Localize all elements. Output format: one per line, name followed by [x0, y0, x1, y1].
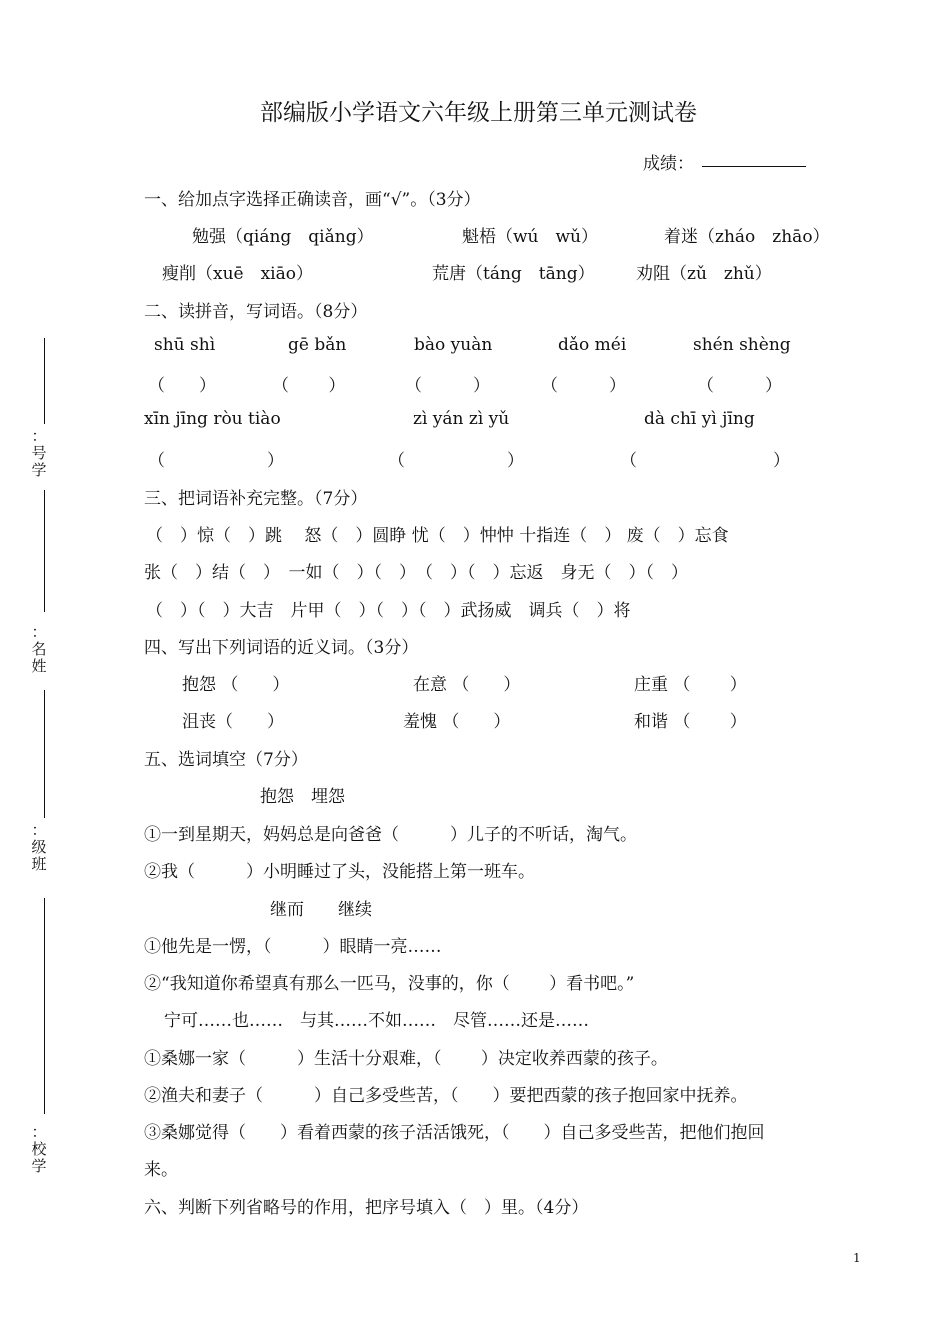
q1-heading: 一、给加点字选择正确读音，画“√”。（3分）	[144, 190, 481, 210]
word-choices: 继而 继续	[270, 900, 372, 920]
page-number: 1	[853, 1251, 861, 1265]
pinyin: zì yán zì yǔ	[413, 409, 510, 429]
q5-sentence[interactable]: ①他先是一愣，（ ）眼睛一亮……	[144, 937, 442, 957]
student-number-label: ：号学	[31, 427, 47, 479]
q5-sentence[interactable]: ②渔夫和妻子（ ）自己多受些苦，（ ）要把西蒙的孩子抱回家中抚养。	[144, 1086, 748, 1106]
q1-item: 勉强（qiáng qiǎng）	[192, 227, 374, 247]
pinyin: shū shì	[154, 335, 216, 355]
q4-item[interactable]: 庄重 （ ）	[634, 675, 747, 695]
score-label: 成绩：	[643, 154, 694, 174]
q5-sentence[interactable]: ①桑娜一家（ ）生活十分艰难，（ ）决定收养西蒙的孩子。	[144, 1049, 668, 1069]
answer-blank[interactable]: （ ）	[148, 451, 284, 471]
q4-item[interactable]: 沮丧（ ）	[182, 712, 284, 732]
answer-blank[interactable]: （ ）	[620, 451, 790, 471]
q1-item: 荒唐（táng tāng）	[432, 264, 595, 284]
q5-sentence[interactable]: ③桑娜觉得（ ）看着西蒙的孩子活活饿死，（ ）自己多受些苦，把他们抱回	[144, 1123, 765, 1143]
pinyin: xīn jīng ròu tiào	[144, 409, 281, 429]
pinyin: dǎo méi	[558, 335, 627, 355]
school-label: ：校学	[31, 1123, 47, 1175]
q1-item: 劝阻（zǔ zhǔ）	[636, 264, 772, 284]
page-title: 部编版小学语文六年级上册第三单元测试卷	[260, 100, 697, 126]
q4-item[interactable]: 和谐 （ ）	[634, 712, 747, 732]
q3-line[interactable]: （ ）（ ）大吉 片甲（ ）（ ）（ ）武扬威 调兵（ ）将	[146, 601, 631, 621]
q5-heading: 五、选词填空（7分）	[144, 750, 308, 770]
q2-heading: 二、读拼音，写词语。（8分）	[144, 302, 368, 322]
name-label: ：名姓	[31, 623, 47, 675]
binding-line-1	[44, 338, 45, 424]
q4-item[interactable]: 羞愧 （ ）	[403, 712, 511, 732]
answer-blank[interactable]: （ ）	[148, 376, 216, 396]
q5-sentence[interactable]: ②我（ ）小明睡过了头，没能搭上第一班车。	[144, 862, 535, 882]
binding-line-4	[44, 898, 45, 1114]
pinyin: bào yuàn	[414, 335, 493, 355]
binding-line-2	[44, 490, 45, 612]
q5-sentence-continued: 来。	[144, 1160, 178, 1180]
binding-line-3	[44, 690, 45, 818]
q3-line[interactable]: （ ）惊（ ）跳 怒（ ）圆睁 忧（ ）忡忡 十指连（ ） 废（ ）忘食	[146, 526, 729, 546]
pinyin: gē bǎn	[288, 335, 347, 355]
answer-blank[interactable]: （ ）	[388, 451, 524, 471]
word-choices: 抱怨 埋怨	[260, 787, 345, 807]
answer-blank[interactable]: （ ）	[272, 376, 346, 396]
q1-item: 着迷（zháo zhāo）	[664, 227, 830, 247]
q1-item: 瘦削（xuē xiāo）	[162, 264, 313, 284]
q1-item: 魁梧（wú wǔ）	[462, 227, 598, 247]
pinyin: shén shèng	[693, 335, 791, 355]
word-choices: 宁可……也…… 与其……不如…… 尽管……还是……	[164, 1011, 589, 1031]
class-label: ：级班	[31, 821, 47, 873]
q4-heading: 四、写出下列词语的近义词。（3分）	[144, 638, 419, 658]
pinyin: dà chī yì jīng	[644, 409, 755, 429]
q3-heading: 三、把词语补充完整。（7分）	[144, 489, 368, 509]
q6-heading: 六、判断下列省略号的作用，把序号填入（ ）里。（4分）	[144, 1198, 589, 1218]
q5-sentence[interactable]: ①一到星期天，妈妈总是向爸爸（ ）儿子的不听话，淘气。	[144, 825, 637, 845]
q3-line[interactable]: 张（ ）结（ ） 一如（ ）（ ） （ ）（ ）忘返 身无（ ）（ ）	[144, 563, 688, 583]
answer-blank[interactable]: （ ）	[541, 376, 626, 396]
score-blank[interactable]	[702, 166, 806, 167]
q4-item[interactable]: 抱怨 （ ）	[182, 675, 290, 695]
answer-blank[interactable]: （ ）	[697, 376, 782, 396]
q4-item[interactable]: 在意 （ ）	[413, 675, 521, 695]
answer-blank[interactable]: （ ）	[405, 376, 490, 396]
q5-sentence[interactable]: ②“我知道你希望真有那么一匹马，没事的，你（ ）看书吧。”	[144, 974, 635, 994]
